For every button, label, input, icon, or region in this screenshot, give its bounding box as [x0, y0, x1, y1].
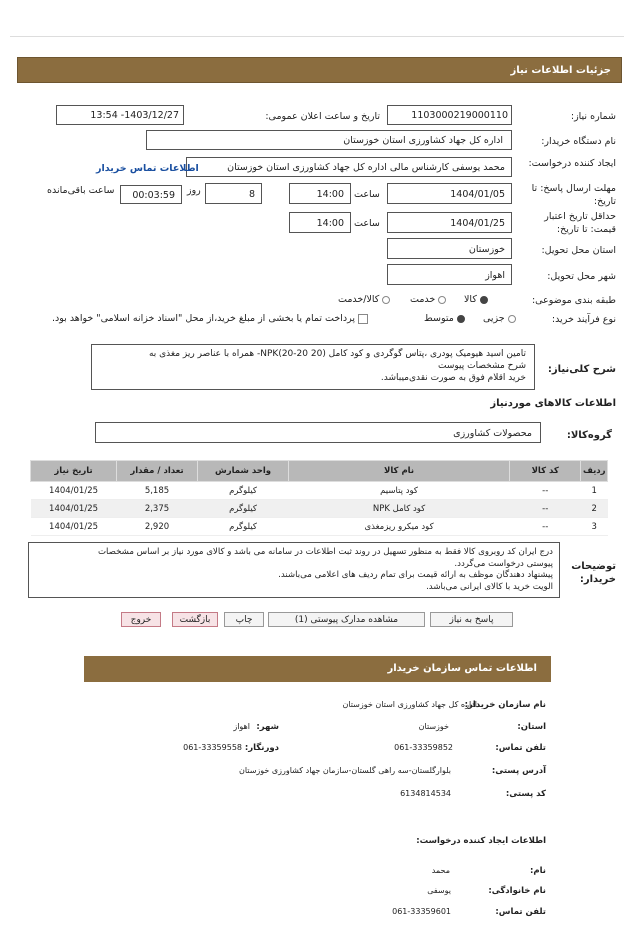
page-title: جزئیات اطلاعات نیاز: [510, 65, 611, 76]
city-value: اهواز: [233, 722, 250, 731]
radio-icon: [438, 296, 446, 304]
creator-label: ایجاد کننده درخواست:: [528, 158, 616, 169]
city-label: شهر محل تحویل:: [547, 271, 616, 282]
deadline-time-field: 14:00: [289, 183, 351, 204]
announce-label: تاریخ و ساعت اعلان عمومی:: [265, 111, 380, 122]
phone-value: 061-33359852: [394, 743, 453, 752]
deadline-time-label: ساعت: [354, 189, 380, 200]
back-button[interactable]: بازگشت: [172, 612, 218, 627]
contact-header: [84, 656, 551, 682]
description-box: تامین اسید هیومیک پودری ،پتاس گوگردی و کود کامل (20 20-20)NPK- همراه با عناصر ریز مغذی به شرح مشخصات پیوست خرید اقلام فوق به صورت نقدی‌میباشد.: [91, 344, 535, 390]
buyer-org-field: اداره کل جهاد کشاورزی استان خوزستان: [146, 130, 512, 150]
postal-value: 6134814534: [400, 789, 451, 798]
first-name-value: محمد: [431, 866, 450, 875]
need-number-field: 1103000219000110: [387, 105, 512, 125]
org-value: اداره کل جهاد کشاورزی استان خوزستان: [342, 700, 477, 709]
category-radio-goods[interactable]: کالا: [464, 294, 488, 305]
radio-selected-icon: [457, 315, 465, 323]
buyer-notes-label: توضیحات خریدار:: [571, 561, 616, 585]
validity-time-field: 14:00: [289, 212, 351, 233]
province-field: خوزستان: [387, 238, 512, 259]
fax-label: دورنگار:: [244, 743, 279, 753]
fax-value: 061-33359558: [183, 743, 242, 752]
days-label: روز: [187, 185, 201, 196]
announce-field: 1403/12/27- 13:54: [56, 105, 184, 125]
col-date: تاریخ نیاز: [31, 461, 117, 482]
col-row: ردیف: [581, 461, 608, 482]
attachments-button[interactable]: مشاهده مدارک پیوستی (1): [268, 612, 425, 627]
col-code: کد کالا: [509, 461, 581, 482]
org-label: نام سازمان خریدار:: [464, 700, 546, 710]
need-number-label: شماره نیاز:: [570, 111, 616, 122]
checkbox-icon: [358, 314, 368, 324]
top-divider: [10, 36, 624, 37]
last-name-label: نام خانوادگی:: [488, 886, 546, 896]
city-label-2: شهر:: [256, 722, 279, 732]
creator-phone-value: 061-33359601: [392, 907, 451, 916]
validity-time-label: ساعت: [354, 218, 380, 229]
deadline-label: مهلت ارسال پاسخ: تا تاریخ:: [531, 183, 616, 207]
description-label: شرح کلی‌نیاز:: [547, 364, 616, 375]
creator-info-title: اطلاعات ایجاد کننده درخواست:: [416, 836, 546, 846]
buyer-notes-box: درج ایران کد روبروی کالا فقط به منظور تسهیل در روند ثبت اطلاعات در سامانه می باشد و کالای مورد نیاز بر اساس مشخصات پیوستی درخواست می‌گردد. پیشنهاد دهندگان موظف به ارائه قیمت برای تمام ردیف های اعلامی می‌باشند. الویت خرید با کالای ایرانی می‌باشد.: [28, 542, 560, 598]
table-row: 1 -- کود پتاسیم کیلوگرم 5,185 1404/01/25: [31, 482, 608, 500]
goods-group-field: محصولات کشاورزی: [95, 422, 541, 443]
table-row: 3 -- کود میکرو ریزمغذی کیلوگرم 2,920 1404/01/25: [31, 518, 608, 536]
print-button[interactable]: چاپ: [224, 612, 264, 627]
contact-info-link[interactable]: اطلاعات تماس خریدار: [96, 163, 199, 174]
creator-phone-label: تلفن تماس:: [495, 907, 546, 917]
radio-icon: [382, 296, 390, 304]
days-field: 8: [205, 183, 262, 204]
remaining-label: ساعت باقی‌مانده: [47, 185, 115, 196]
category-label: طبقه بندی موضوعی:: [531, 295, 616, 306]
phone-label: تلفن تماس:: [495, 743, 546, 753]
province-value: خوزستان: [418, 722, 449, 731]
treasury-checkbox-row[interactable]: پرداخت تمام یا بخشی از مبلغ خرید،از محل "اسناد خزانه اسلامی" خواهد بود.: [52, 313, 368, 324]
table-row: 2 -- کود کامل NPK کیلوگرم 2,375 1404/01/25: [31, 500, 608, 518]
goods-section-title: اطلاعات کالاهای موردنیاز: [490, 398, 616, 409]
process-radio-partial[interactable]: جزیی: [483, 313, 516, 324]
remaining-time-field: 00:03:59: [120, 185, 182, 204]
col-qty: تعداد / مقدار: [117, 461, 198, 482]
goods-group-label: گروه‌کالا:: [566, 430, 612, 441]
address-label: آدرس پستی:: [491, 766, 546, 776]
process-label: نوع فرآیند خرید:: [551, 314, 616, 325]
last-name-value: یوسفی: [427, 886, 451, 895]
validity-date-field: 1404/01/25: [387, 212, 512, 233]
radio-icon: [508, 315, 516, 323]
min-validity-label: حداقل تاریخ اعتبار قیمت: تا تاریخ:: [544, 211, 616, 235]
contact-title: اطلاعات تماس سازمان خریدار: [387, 663, 537, 674]
category-radio-both[interactable]: کالا/خدمت: [338, 294, 390, 305]
city-field: اهواز: [387, 264, 512, 285]
province-label-2: استان:: [517, 722, 546, 732]
province-label: استان محل تحویل:: [541, 245, 616, 256]
goods-table: [30, 460, 608, 536]
address-value: بلوارگلستان-سه راهی گلستان-سازمان جهاد کشاورزی خوزستان: [238, 766, 451, 775]
category-radio-service[interactable]: خدمت: [410, 294, 446, 305]
postal-label: کد پستی:: [505, 789, 546, 799]
buyer-org-label: نام دستگاه خریدار:: [541, 136, 616, 147]
first-name-label: نام:: [529, 866, 546, 876]
radio-selected-icon: [480, 296, 488, 304]
deadline-date-field: 1404/01/05: [387, 183, 512, 204]
reply-button[interactable]: پاسخ به نیاز: [430, 612, 513, 627]
page-header: [17, 57, 622, 83]
col-name: نام کالا: [289, 461, 510, 482]
creator-field: محمد یوسفی کارشناس مالی اداره کل جهاد کشاورزی استان خوزستان: [186, 157, 512, 177]
col-unit: واحد شمارش: [197, 461, 288, 482]
exit-button[interactable]: خروج: [121, 612, 161, 627]
process-radio-medium[interactable]: متوسط: [424, 313, 465, 324]
